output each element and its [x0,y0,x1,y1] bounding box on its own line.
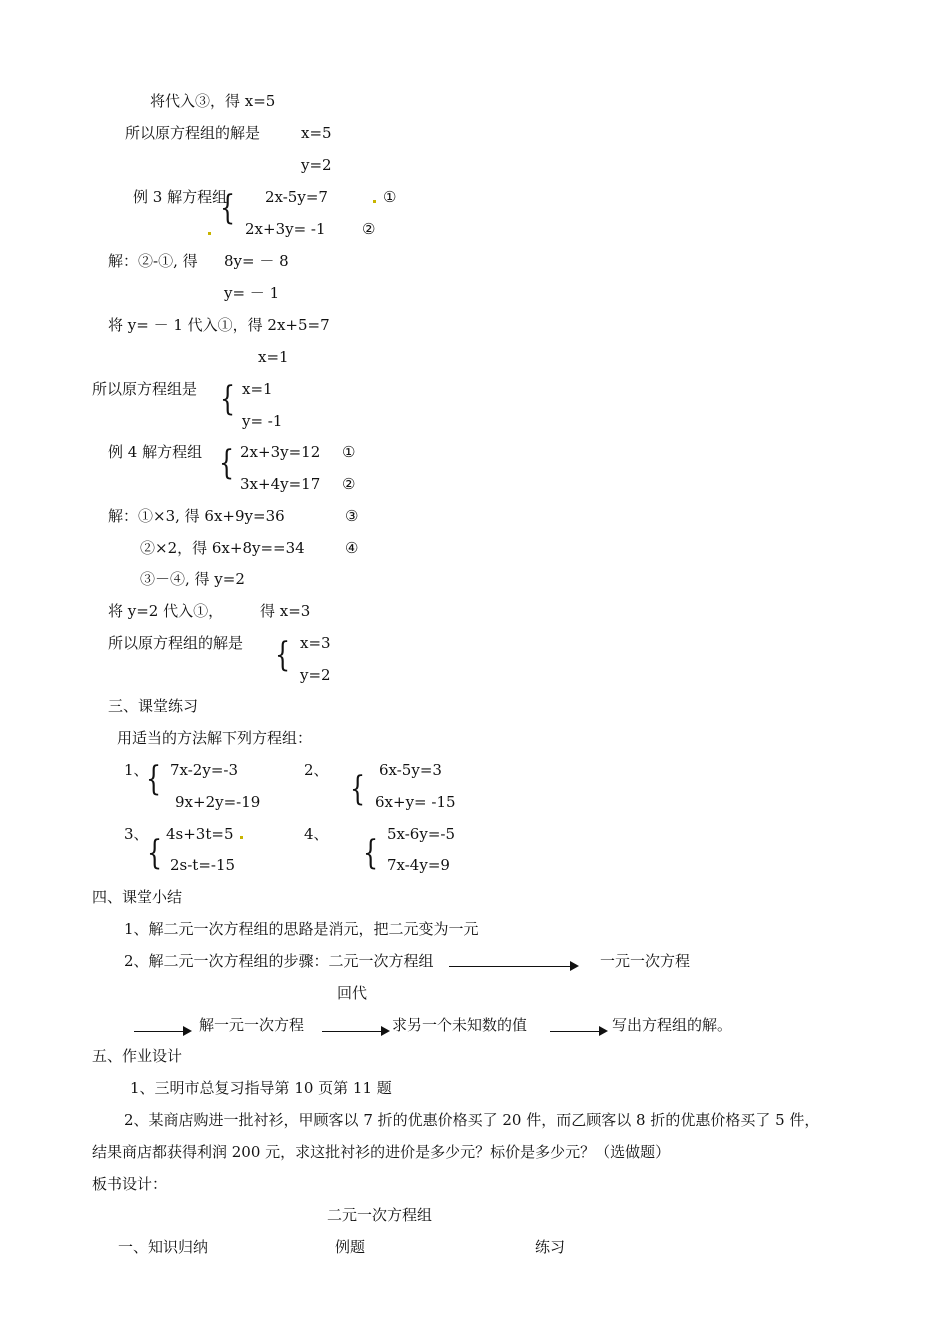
result3-y: y= -1 [242,412,283,430]
arrow-right [449,966,577,967]
example4-num1: ① [342,443,356,461]
solution4-step4-result: 得 x=3 [260,602,311,620]
line-solution-x: x=5 [301,124,332,142]
marker-dot [373,200,376,203]
example3-eq1: 2x-5y=7 [265,188,328,206]
solution4-step2: ②×2，得 6x+8y==34 [140,539,305,557]
board-column-practice: 练习 [535,1238,566,1256]
problem4-number: 4、 [304,825,329,843]
problem4-eq1: 5x-6y=-5 [387,825,456,843]
section4-title: 四、课堂小结 [92,888,183,906]
solution4-step3: ③－④, 得 y=2 [140,570,245,588]
step-find-other: 求另一个未知数的值 [392,1016,528,1034]
example3-num1: ① [383,188,397,206]
problem3-number: 3、 [124,825,149,843]
board-design-title: 板书设计： [92,1175,168,1193]
result4-y: y=2 [300,666,331,684]
section3-title: 三、课堂练习 [108,697,199,715]
result4-label: 所以原方程组的解是 [108,634,244,652]
problem4-brace: { [363,833,379,873]
summary-item2: 2、解二元一次方程组的步骤：二元一次方程组 [124,952,434,970]
board-column-examples: 例题 [335,1238,366,1256]
example3-label: 例 3 解方程组 [133,188,228,206]
example4-brace: { [219,443,235,483]
problem2-eq2: 6x+y= -15 [375,793,456,811]
back-substitute-label: 回代 [337,984,368,1002]
result4-brace: { [275,635,291,675]
result4-x: x=3 [300,634,331,652]
line-solution-label: 所以原方程组的解是 [125,124,261,142]
homework-item1: 1、三明市总复习指导第 10 页第 11 题 [130,1079,392,1097]
problem1-eq1: 7x-2y=-3 [170,761,239,779]
solution3-step3: 将 y= － 1 代入①，得 2x+5=7 [108,316,330,334]
step-write-solution: 写出方程组的解。 [612,1016,733,1034]
solution4-step4: 将 y=2 代入①， [108,602,224,620]
line-substitute: 将代入③，得 x=5 [150,92,276,110]
problem4-eq2: 7x-4y=9 [387,856,450,874]
arrow-right [322,1031,388,1032]
section5-title: 五、作业设计 [92,1047,183,1065]
example4-eq1: 2x+3y=12 [240,443,321,461]
homework-item2-line2: 结果商店都获得利润 200 元，求这批衬衫的进价是多少元？标价是多少元？（选做题） [92,1143,671,1161]
homework-item2-line1: 2、某商店购进一批衬衫，甲顾客以 7 折的优惠价格买了 20 件，而乙顾客以 8 折的优惠价格买了 5 件， [124,1111,820,1129]
problem1-brace: { [146,759,162,799]
example3-brace: { [220,188,236,228]
step-solve-one-var: 解一元一次方程 [199,1016,305,1034]
section3-intro: 用适当的方法解下列方程组： [117,729,313,747]
example4-num2: ② [342,475,356,493]
result3-label: 所以原方程组是 [92,380,198,398]
marker-dot [240,836,243,839]
problem3-eq1: 4s+3t=5 [166,825,234,843]
solution3-step1: 解：②-①, 得 [108,252,198,270]
problem3-brace: { [147,833,163,873]
board-column-knowledge: 一、知识归纳 [118,1238,209,1256]
problem1-number: 1、 [124,761,149,779]
summary-item1: 1、解二元一次方程组的思路是消元，把二元变为一元 [124,920,479,938]
arrow-right [550,1031,606,1032]
example3-num2: ② [362,220,376,238]
solution4-step1-num: ③ [345,507,359,525]
problem2-eq1: 6x-5y=3 [379,761,442,779]
solution3-step4: x=1 [258,348,289,366]
example4-eq2: 3x+4y=17 [240,475,321,493]
problem1-eq2: 9x+2y=-19 [175,793,261,811]
problem2-number: 2、 [304,761,329,779]
result3-x: x=1 [242,380,273,398]
line-solution-y: y=2 [301,156,332,174]
summary-item2-end: 一元一次方程 [600,952,691,970]
solution3-step1-result: 8y= － 8 [224,252,289,270]
solution4-step2-num: ④ [345,539,359,557]
example3-eq2: 2x+3y= -1 [245,220,326,238]
example4-label: 例 4 解方程组 [108,443,203,461]
solution4-step1: 解：①×3, 得 6x+9y=36 [108,507,285,525]
result3-brace: { [220,379,236,419]
solution3-step2: y= － 1 [224,284,280,302]
marker-dot [208,232,211,235]
board-heading: 二元一次方程组 [327,1206,433,1224]
problem3-eq2: 2s-t=-15 [170,856,236,874]
arrow-right [134,1031,190,1032]
problem2-brace: { [350,769,366,809]
